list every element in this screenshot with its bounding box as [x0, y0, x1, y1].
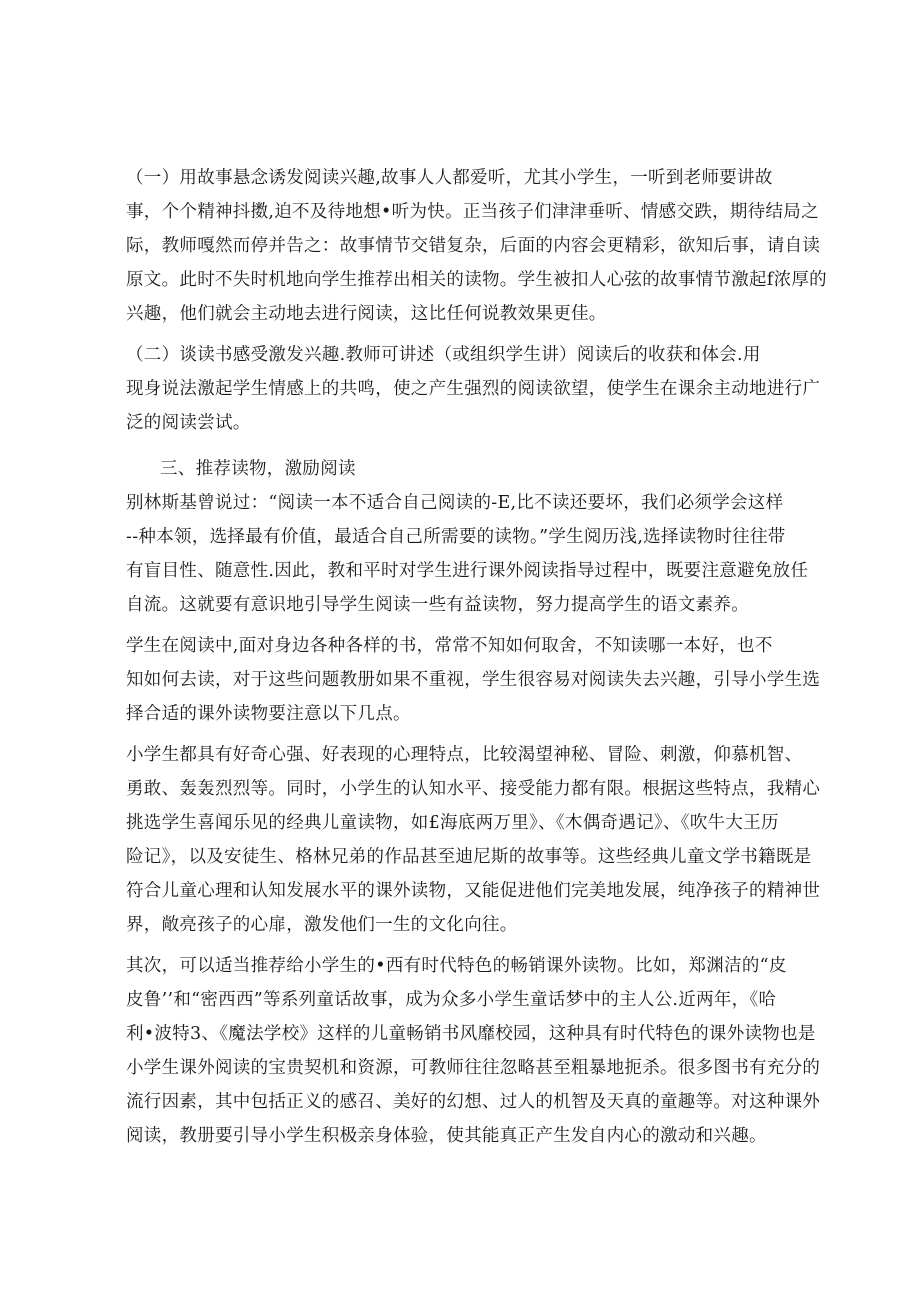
paragraph-line: 兴趣，他们就会主动地去进行阅读，这比任何说教效果更佳。 [126, 304, 607, 324]
paragraph-line: 阅读，教册要引导小学生积极亲身体验，使其能真正产生发自内心的激动和兴趣。 [126, 1126, 767, 1146]
paragraph-line: 勇敢、轰轰烈烈等。同时，小学生的认知水平、接受能力都有限。根据这些特点，我精心 [126, 779, 821, 799]
paragraph-line: 符合儿童心理和认知发展水平的课外读物，又能促进他们完美地发展，纯净孩子的精神世 [126, 881, 821, 901]
paragraph-line: 择合适的课外读物要注意以下几点。 [126, 704, 411, 724]
paragraph-line: （二）谈读书感受激发兴趣.教师可讲述（或组织学生讲）阅读后的收获和体会.用 [126, 345, 761, 365]
paragraph-line: 学生在阅读中,面对身边各种各样的书，常常不知如何取舍，不知读哪一本好，也不 [126, 636, 773, 656]
paragraph-line: 际，教师嘎然而停并告之：故事情节交错复杂，后面的内容会更精彩，欲知后事，请自读 [126, 236, 821, 256]
paragraph-line: 挑选学生喜闻乐见的经典儿童读物，如£海底两万里》、《木偶奇遇记》、《吹牛大王历 [126, 813, 779, 833]
paragraph-line: 皮鲁’’和“密西西”等系列童话故事，成为众多小学生童话梦中的主人公.近两年，《哈 [126, 990, 777, 1010]
paragraph-line: 流行因素，其中包括正义的感召、美好的幻想、过人的机智及天真的童趣等。对这种课外 [126, 1092, 821, 1112]
paragraph-line: 事，个个精神抖擞,迫不及待地想•听为快。正当孩子们津津垂听、情感交跌，期待结局之 [126, 202, 819, 222]
paragraph-line: 泛的阅读尝试。 [126, 413, 251, 433]
paragraph-line: 小学生都具有好奇心强、好表现的心理特点，比较渴望神秘、冒险、刺激，仰慕机智、 [126, 745, 803, 765]
paragraph-line: --种本领，选择最有价值，最适合自己所需要的读物。”学生阅历浅,选择读物时往往带 [126, 527, 786, 547]
paragraph-line: 其次，可以适当推荐给小学生的•西有时代特色的畅销课外读物。比如，郑渊洁的“皮 [126, 956, 787, 976]
paragraph-line: 界，敞亮孩子的心扉，激发他们一生的文化向往。 [126, 915, 518, 935]
paragraph-line: 利•波特3、《魔法学校》这样的儿童畅销书风靡校园，这种具有时代特色的课外读物也是 [126, 1024, 816, 1044]
paragraph-line: 自流。这就要有意识地引导学生阅读一些有益读物，努力提高学生的语文素养。 [126, 595, 749, 615]
section-heading: 三、推荐读物，激励阅读 [160, 459, 356, 479]
paragraph-line: 有盲目性、随意性.因此，教和平时对学生进行课外阅读指导过程中，既要注意避免放任 [126, 561, 809, 581]
paragraph-line: 险记》，以及安徒生、格林兄弟的作品甚至迪尼斯的故事等。这些经典儿童文学书籍既是 [126, 847, 812, 867]
paragraph-line: 小学生课外阅读的宝贵契机和资源，可教师往往忽略甚至粗暴地扼杀。很多图书有充分的 [126, 1058, 821, 1078]
paragraph-line: 别林斯基曾说过：“阅读一本不适合自己阅读的-E,比不读还要坏，我们必须学会这样 [126, 493, 784, 513]
paragraph-line: 原文。此时不失时机地向学生推荐出相关的读物。学生被扣人心弦的故事情节激起f浓厚的 [126, 270, 827, 290]
paragraph-line: （一）用故事悬念诱发阅读兴趣,故事人人都爱听，尤其小学生，一听到老师要讲故 [126, 168, 773, 188]
paragraph-line: 现身说法激起学生情感上的共鸣，使之产生强烈的阅读欲望，使学生在课余主动地进行广 [126, 379, 821, 399]
paragraph-line: 知如何去读，对于这些问题教册如果不重视，学生很容易对阅读失去兴趣，引导小学生选 [126, 670, 821, 690]
